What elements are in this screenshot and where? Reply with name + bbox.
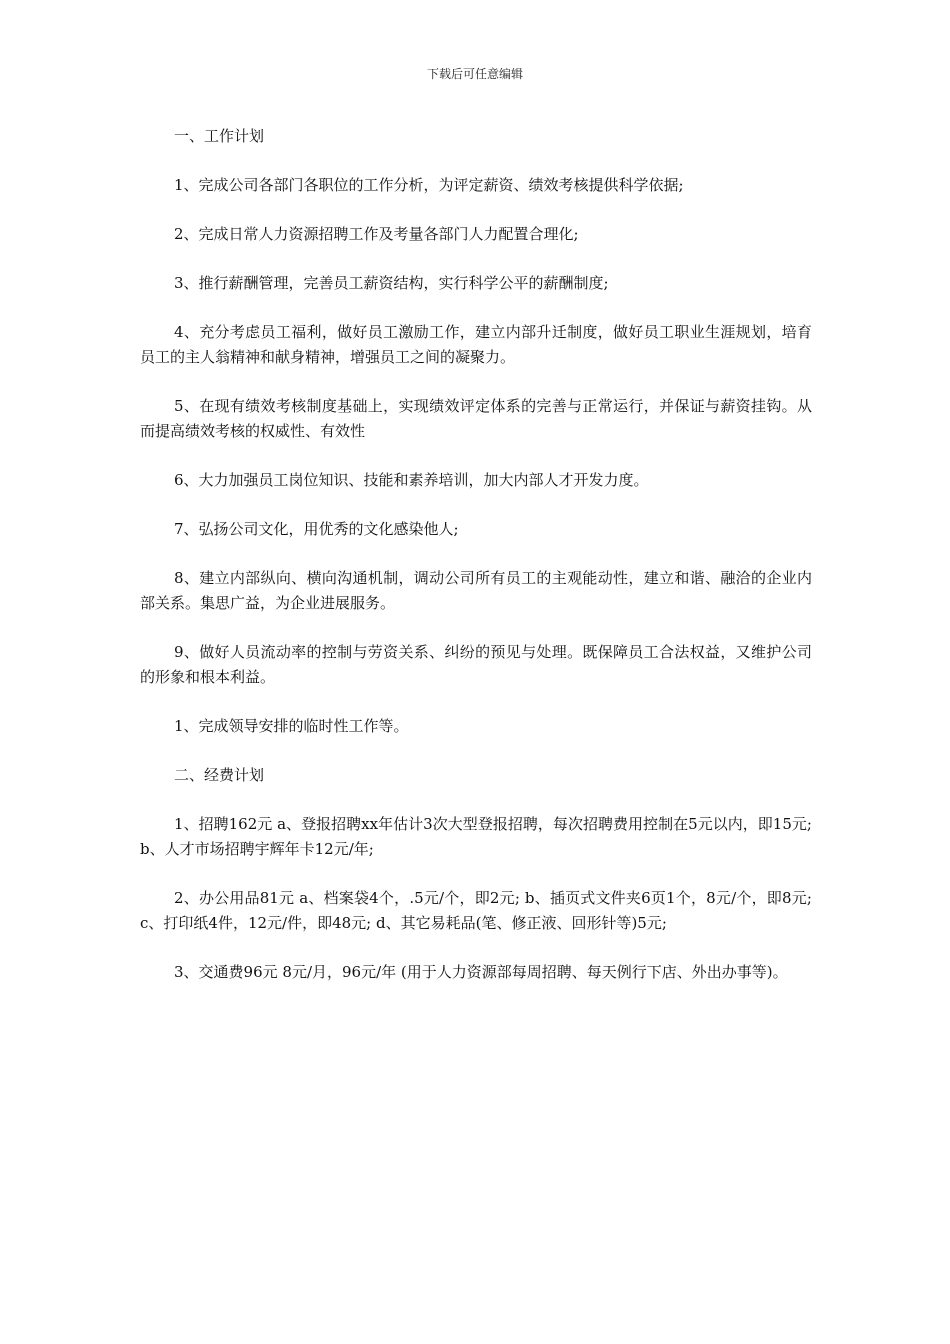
document-body: [140, 124, 812, 1009]
paragraph: 2、完成日常人力资源招聘工作及考量各部门人力配置合理化;: [174, 225, 579, 243]
paragraph: 3、推行薪酬管理，完善员工薪资结构，实行科学公平的薪酬制度;: [174, 274, 609, 292]
section-heading-work-plan: 一、工作计划: [174, 127, 265, 145]
paragraph: 1、完成公司各部门各职位的工作分析，为评定薪资、绩效考核提供科学依据;: [174, 176, 684, 194]
page-header: 下载后可任意编辑: [426, 67, 523, 81]
paragraph: 1、完成领导安排的临时性工作等。: [174, 717, 409, 735]
paragraph: 6、大力加强员工岗位知识、技能和素养培训，加大内部人才开发力度。: [174, 471, 649, 489]
paragraph: 2、办公用品81元 a、档案袋4个，.5元/个，即2元; b、插页式文件夹6页1个，8元/个，即8元; c、打印纸4件，12元/件，即48元; d、其它易耗品(笔、修正液、回形针等)5元;: [140, 889, 812, 932]
paragraph: 1、招聘162元 a、登报招聘xx年估计3次大型登报招聘，每次招聘费用控制在5元以内，即15元; b、人才市场招聘宇辉年卡12元/年;: [140, 815, 812, 858]
paragraph: 5、在现有绩效考核制度基础上，实现绩效评定体系的完善与正常运行，并保证与薪资挂钩。从而提高绩效考核的权威性、有效性: [140, 397, 812, 440]
paragraph: 4、充分考虑员工福利，做好员工激励工作，建立内部升迁制度，做好员工职业生涯规划，培育员工的主人翁精神和献身精神，增强员工之间的凝聚力。: [140, 323, 812, 366]
paragraph: 7、弘扬公司文化，用优秀的文化感染他人;: [174, 520, 459, 538]
paragraph: 3、交通费96元 8元/月，96元/年 (用于人力资源部每周招聘、每天例行下店、外出办事等)。: [174, 963, 788, 981]
paragraph: 9、做好人员流动率的控制与劳资关系、纠纷的预见与处理。既保障员工合法权益，又维护公司的形象和根本利益。: [140, 643, 812, 686]
section-heading-budget-plan: 二、经费计划: [174, 766, 265, 784]
paragraph: 8、建立内部纵向、横向沟通机制，调动公司所有员工的主观能动性，建立和谐、融洽的企业内部关系。集思广益，为企业进展服务。: [140, 569, 812, 612]
